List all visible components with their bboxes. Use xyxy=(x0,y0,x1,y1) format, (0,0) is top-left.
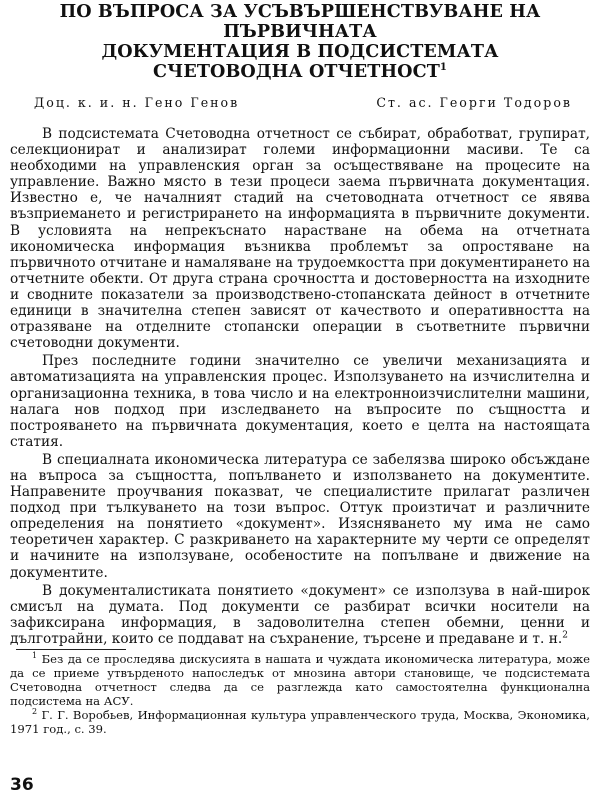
footnote-2 xyxy=(10,708,590,736)
authors-line xyxy=(34,95,572,110)
footnotes xyxy=(10,652,590,736)
title-footnote-mark: 1 xyxy=(439,62,447,74)
title-line-1: ПО ВЪПРОСА ЗА УСЪВЪРШЕНСТВУВАНЕ НА ПЪРВИЧНАТА xyxy=(59,1,541,42)
article-body xyxy=(10,126,590,647)
paragraph-4-footnote-mark: 2 xyxy=(562,630,568,641)
author-1: Доц. к. и. н. Гено Генов xyxy=(34,95,240,110)
paragraph-2: През последните години значително се увеличи механизацията и автоматизацията на управленския процес. Използуването на изчислителна и организационна техника, в това число и на електронноизчислителни машини, налага нов подход при изследването на въпросите по същността и построяването на първичната документация, което е целта на настоящата статия. xyxy=(10,353,590,450)
title-line-2: ДОКУМЕНТАЦИЯ В ПОДСИСТЕМАТА xyxy=(101,41,499,62)
footnote-1 xyxy=(10,652,590,708)
paragraph-3: В специалната икономическа литература се забелязва широко обсъждане на въпроса за същността, попълването и използването на документите. Направените проучвания показват, че специалистите прилагат различен подход при тълкуването на този въпрос. Оттук произтичат и различните определения на понятието «документ». Изясняването му има не само теоретичен характер. С разкриването на характерните му черти се определят и начините на използуване, особеностите на попълване и движение на документите. xyxy=(10,451,590,581)
paragraph-4 xyxy=(10,583,590,647)
paragraph-1: В подсистемата Счетоводна отчетност се събират, обработват, групират, селекционират и анализират големи информационни масиви. Те са необходими на управленския орган за осъществяване на процесите на управление. Важно място в тези процеси заема първичната документация. Известно е, че началният стадий на счетоводната отчетност се явява възприемането и регистрирането на информацията в първичните документи. В условията на непрекъснато нарастване на обема на отчетната икономическа информация възниква проблемът за опростяване на първичното отчитане и намаляване на трудоемкостта при документирането на отчетните обекти. От друга страна срочността и достоверността на изходните и сводните показатели за производствено-стопанската дейност в отчетните единици в значителна степен зависят от качеството и оперативността на отразяване на отделните стопански операции в съответните първични счетоводни документи. xyxy=(10,126,590,352)
footnote-2-text: Г. Г. Воробьев, Информационная культура управленческого труда, Москва, Экономика, 1971 год., с. 39. xyxy=(10,708,590,736)
footnote-2-mark: 2 xyxy=(32,707,38,717)
footnote-1-text: Без да се проследява дискусията в нашата и чуждата икономическа литература, може да се приеме утвърденото напоследък от мнозина автори становище, че подсистемата Счетоводна отчетност следва да се разглежда като самостоятелна функционална подсистема на АСУ. xyxy=(10,652,590,708)
article-title xyxy=(10,2,590,82)
page-number: 36 xyxy=(10,775,34,795)
footnote-1-mark: 1 xyxy=(32,651,38,661)
footnote-separator xyxy=(16,649,126,650)
author-2: Ст. ас. Георги Тодоров xyxy=(376,95,572,110)
title-line-3: СЧЕТОВОДНА ОТЧЕТНОСТ xyxy=(153,61,440,82)
paragraph-4-text: В документалистиката понятието «документ» се използува в най-широк смисъл на думата. Под документи се разбират всички носители на зафиксирана информация, в задоволителна степен обемни, ценни и дълготрайни, които се поддават на съхранение, търсене и предаване и т. н. xyxy=(10,582,590,647)
